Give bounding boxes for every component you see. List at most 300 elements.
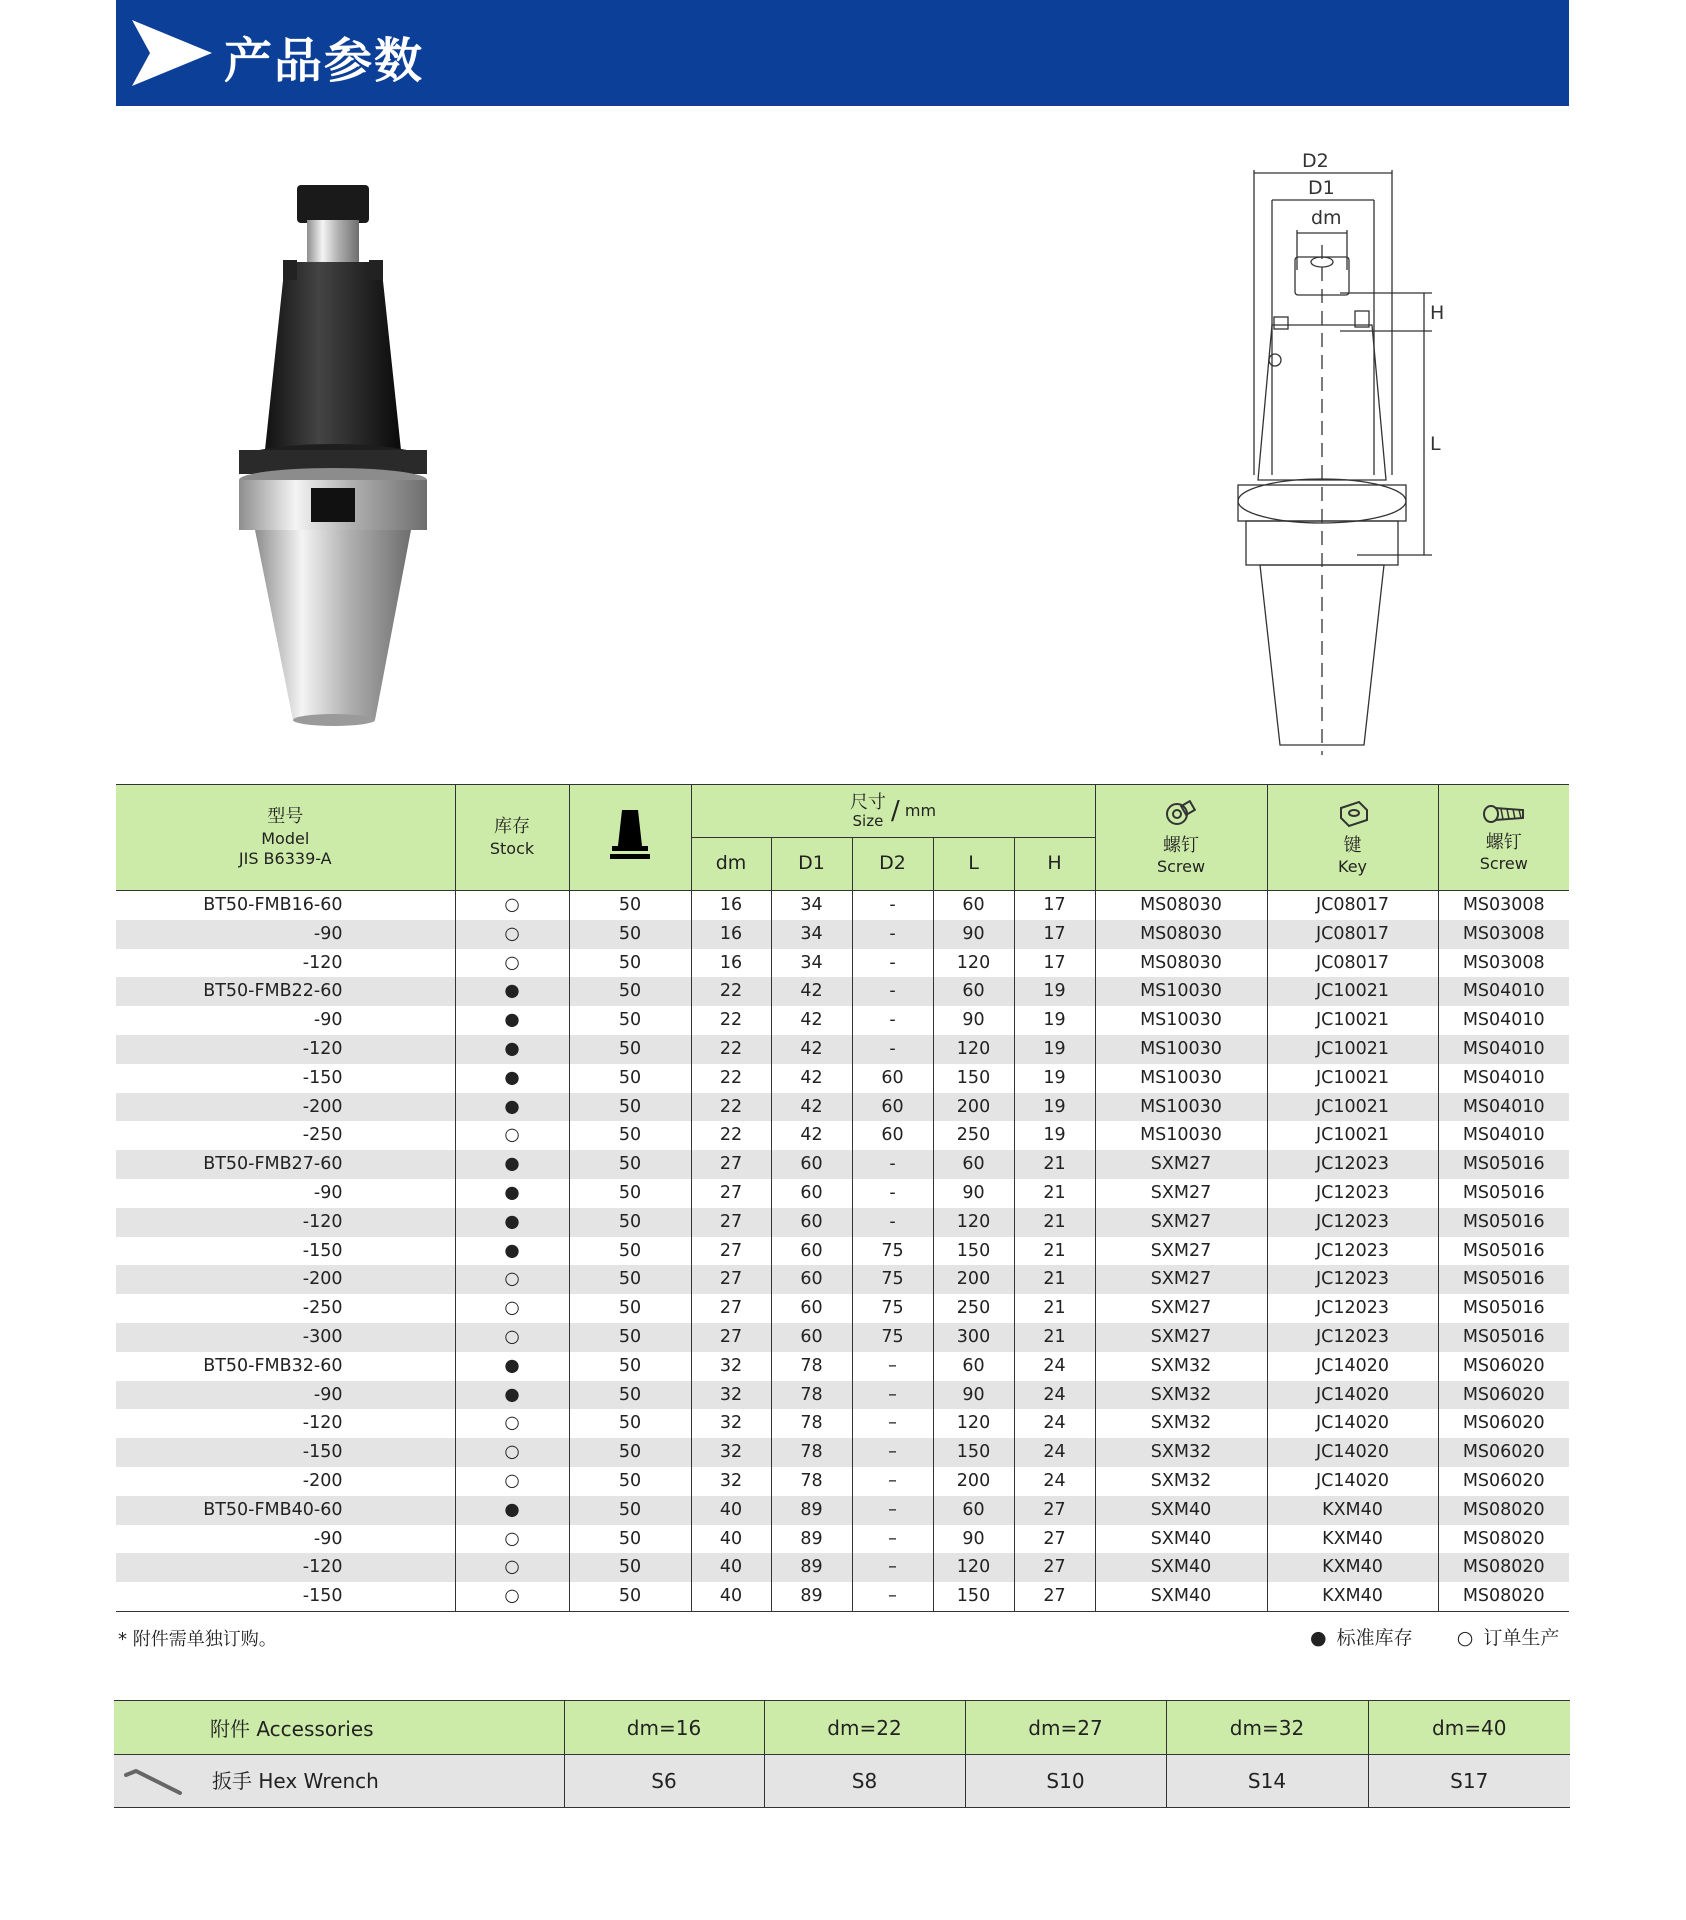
cell-l: 90 bbox=[933, 1179, 1014, 1208]
cell-l: 60 bbox=[933, 977, 1014, 1006]
cell-key: KXM40 bbox=[1267, 1496, 1438, 1525]
cell-screw: SXM32 bbox=[1095, 1381, 1267, 1410]
cell-d2: - bbox=[852, 1150, 933, 1179]
arrow-icon bbox=[132, 20, 212, 86]
cell-screw: SXM27 bbox=[1095, 1323, 1267, 1352]
cell-h: 27 bbox=[1014, 1582, 1095, 1611]
cell-model: BT50-FMB22-60 bbox=[116, 977, 455, 1006]
cell-screw: MS10030 bbox=[1095, 1093, 1267, 1122]
cell-l: 60 bbox=[933, 1150, 1014, 1179]
cell-h: 24 bbox=[1014, 1352, 1095, 1381]
cell-screw: SXM27 bbox=[1095, 1208, 1267, 1237]
cell-dm: 22 bbox=[691, 1064, 771, 1093]
cell-d1: 42 bbox=[771, 1035, 852, 1064]
cell-d2: 60 bbox=[852, 1121, 933, 1150]
cell-screw2: MS04010 bbox=[1438, 1121, 1569, 1150]
cell-model: BT50-FMB40-60 bbox=[116, 1496, 455, 1525]
cell-stock: ● bbox=[455, 1064, 569, 1093]
table-row bbox=[116, 1237, 1569, 1266]
cell-d1: 78 bbox=[771, 1409, 852, 1438]
cell-l: 150 bbox=[933, 1582, 1014, 1611]
cell-screw2: MS03008 bbox=[1438, 891, 1569, 920]
cell-screw: SXM32 bbox=[1095, 1409, 1267, 1438]
d1-col-header: D1 bbox=[771, 838, 852, 891]
cell-model: -90 bbox=[116, 920, 455, 949]
cell-screw: MS10030 bbox=[1095, 1006, 1267, 1035]
cell-d2: 75 bbox=[852, 1265, 933, 1294]
legend-filled-symbol: ● bbox=[1310, 1627, 1327, 1649]
cell-key: JC10021 bbox=[1267, 977, 1438, 1006]
cell-model: BT50-FMB16-60 bbox=[203, 895, 343, 915]
cell-stock: ○ bbox=[455, 1582, 569, 1611]
cell-taper: 50 bbox=[569, 1409, 691, 1438]
cell-screw2: MS05016 bbox=[1438, 1323, 1569, 1352]
cell-stock: ○ bbox=[455, 920, 569, 949]
cell-h: 19 bbox=[1014, 977, 1095, 1006]
cell-l: 200 bbox=[933, 1265, 1014, 1294]
cell-key: JC12023 bbox=[1267, 1237, 1438, 1266]
table-row bbox=[116, 1294, 1569, 1323]
cell-key: JC08017 bbox=[1267, 949, 1438, 978]
stock-legend bbox=[1310, 1623, 1559, 1650]
cell-screw: SXM40 bbox=[1095, 1582, 1267, 1611]
screw-header: 螺钉 Screw bbox=[1095, 785, 1267, 891]
cell-model: -250 bbox=[302, 1298, 343, 1319]
cell-key: JC08017 bbox=[1267, 920, 1438, 949]
cell-l: 250 bbox=[933, 1121, 1014, 1150]
cell-d2: - bbox=[852, 891, 933, 920]
l-col-header: L bbox=[933, 838, 1014, 891]
cell-taper: 50 bbox=[569, 1467, 691, 1496]
cell-dm: 32 bbox=[691, 1409, 771, 1438]
cell-d2: 60 bbox=[852, 1093, 933, 1122]
cell-dm: 27 bbox=[691, 1265, 771, 1294]
table-row bbox=[116, 920, 1569, 949]
cell-screw2: MS04010 bbox=[1438, 1093, 1569, 1122]
cell-model: -120 bbox=[116, 1553, 455, 1582]
cell-dm: 32 bbox=[691, 1352, 771, 1381]
acc-col-dm27: dm=27 bbox=[965, 1701, 1166, 1755]
key-header: 键 Key bbox=[1267, 785, 1438, 891]
cell-l: 90 bbox=[933, 920, 1014, 949]
cell-stock: ○ bbox=[455, 1409, 569, 1438]
cell-d2: 75 bbox=[852, 1323, 933, 1352]
cell-screw: SXM40 bbox=[1095, 1496, 1267, 1525]
cell-d2: – bbox=[852, 1381, 933, 1410]
cell-h: 21 bbox=[1014, 1179, 1095, 1208]
cell-h: 19 bbox=[1014, 1064, 1095, 1093]
cell-h: 21 bbox=[1014, 1237, 1095, 1266]
cell-taper: 50 bbox=[569, 920, 691, 949]
cell-h: 27 bbox=[1014, 1496, 1095, 1525]
wrench-size-dm22: S8 bbox=[764, 1755, 965, 1808]
cell-taper: 50 bbox=[569, 1265, 691, 1294]
table-row bbox=[116, 1093, 1569, 1122]
cell-dm: 27 bbox=[691, 1150, 771, 1179]
cell-d1: 78 bbox=[771, 1467, 852, 1496]
cell-screw2: MS04010 bbox=[1438, 1006, 1569, 1035]
table-row bbox=[116, 891, 1569, 920]
cell-taper: 50 bbox=[569, 1352, 691, 1381]
cell-d2: – bbox=[852, 1553, 933, 1582]
cell-l: 300 bbox=[933, 1323, 1014, 1352]
cell-taper: 50 bbox=[569, 1006, 691, 1035]
d2-col-header: D2 bbox=[852, 838, 933, 891]
cell-stock: ● bbox=[455, 1381, 569, 1410]
cell-dm: 22 bbox=[691, 1121, 771, 1150]
accessories-label: 附件 Accessories bbox=[114, 1701, 564, 1755]
cell-h: 17 bbox=[1014, 891, 1095, 920]
cell-stock: ○ bbox=[455, 1265, 569, 1294]
table-row bbox=[116, 977, 1569, 1006]
wrench-size-dm40: S17 bbox=[1368, 1755, 1570, 1808]
cell-model: -150 bbox=[302, 1586, 343, 1607]
table-row bbox=[116, 1265, 1569, 1294]
cell-screw: MS08030 bbox=[1095, 949, 1267, 978]
cell-dm: 22 bbox=[691, 1006, 771, 1035]
cell-key: JC10021 bbox=[1267, 1035, 1438, 1064]
product-photo bbox=[225, 180, 465, 740]
table-row bbox=[116, 1352, 1569, 1381]
cell-key: KXM40 bbox=[1267, 1553, 1438, 1582]
cell-l: 120 bbox=[933, 1035, 1014, 1064]
cell-d1: 60 bbox=[771, 1179, 852, 1208]
cell-l: 120 bbox=[933, 1553, 1014, 1582]
cell-dm: 22 bbox=[691, 1093, 771, 1122]
cell-d1: 60 bbox=[771, 1294, 852, 1323]
cell-h: 21 bbox=[1014, 1150, 1095, 1179]
cell-taper: 50 bbox=[569, 1582, 691, 1611]
cell-h: 19 bbox=[1014, 1093, 1095, 1122]
cell-l: 60 bbox=[933, 1496, 1014, 1525]
cell-key: JC10021 bbox=[1267, 1006, 1438, 1035]
cell-dm: 27 bbox=[691, 1323, 771, 1352]
cell-screw: SXM27 bbox=[1095, 1179, 1267, 1208]
cell-h: 19 bbox=[1014, 1035, 1095, 1064]
cell-d2: – bbox=[852, 1438, 933, 1467]
cell-l: 120 bbox=[933, 949, 1014, 978]
stock-header: 库存 Stock bbox=[455, 785, 569, 891]
cell-stock: ● bbox=[455, 1179, 569, 1208]
acc-col-dm32: dm=32 bbox=[1166, 1701, 1368, 1755]
cell-screw2: MS06020 bbox=[1438, 1352, 1569, 1381]
cell-taper: 50 bbox=[569, 1064, 691, 1093]
cell-stock: ● bbox=[455, 1237, 569, 1266]
d1-label: D1 bbox=[1308, 177, 1335, 199]
cell-d1: 89 bbox=[771, 1525, 852, 1554]
cell-model: -90 bbox=[313, 1010, 343, 1031]
cell-taper: 50 bbox=[569, 1237, 691, 1266]
cell-screw2: MS08020 bbox=[1438, 1553, 1569, 1582]
technical-drawing bbox=[1220, 145, 1460, 755]
cell-screw2: MS08020 bbox=[1438, 1582, 1569, 1611]
cell-d2: 60 bbox=[852, 1064, 933, 1093]
cell-stock: ● bbox=[455, 1496, 569, 1525]
legend-open-symbol: ○ bbox=[1456, 1627, 1474, 1649]
screw-icon bbox=[1163, 798, 1199, 830]
cell-h: 21 bbox=[1014, 1208, 1095, 1237]
cell-dm: 40 bbox=[691, 1496, 771, 1525]
cell-h: 21 bbox=[1014, 1323, 1095, 1352]
cell-d2: – bbox=[852, 1525, 933, 1554]
cell-l: 150 bbox=[933, 1438, 1014, 1467]
cell-screw: MS10030 bbox=[1095, 977, 1267, 1006]
cell-key: JC14020 bbox=[1267, 1438, 1438, 1467]
cell-d2: - bbox=[852, 949, 933, 978]
cell-d1: 78 bbox=[771, 1352, 852, 1381]
cell-taper: 50 bbox=[569, 1093, 691, 1122]
cell-l: 120 bbox=[933, 1208, 1014, 1237]
cell-taper: 50 bbox=[569, 1381, 691, 1410]
cell-stock: ○ bbox=[455, 1323, 569, 1352]
d2-label: D2 bbox=[1302, 150, 1329, 172]
cell-model: -120 bbox=[116, 1208, 455, 1237]
table-row bbox=[116, 1525, 1569, 1554]
cell-screw: SXM27 bbox=[1095, 1294, 1267, 1323]
cell-model: -120 bbox=[116, 1035, 455, 1064]
cell-h: 21 bbox=[1014, 1294, 1095, 1323]
acc-col-dm40: dm=40 bbox=[1368, 1701, 1570, 1755]
wrench-size-dm32: S14 bbox=[1166, 1755, 1368, 1808]
table-row bbox=[116, 1496, 1569, 1525]
model-header: 型号 Model JIS B6339-A bbox=[116, 785, 455, 891]
cell-screw2: MS06020 bbox=[1438, 1381, 1569, 1410]
cell-d2: - bbox=[852, 1006, 933, 1035]
table-row bbox=[116, 1006, 1569, 1035]
cell-screw: MS08030 bbox=[1095, 920, 1267, 949]
taper-icon bbox=[608, 808, 652, 862]
cell-model: -250 bbox=[302, 1125, 343, 1146]
cell-model: -300 bbox=[116, 1323, 455, 1352]
cell-d1: 78 bbox=[771, 1381, 852, 1410]
cell-l: 120 bbox=[933, 1409, 1014, 1438]
table-row bbox=[116, 1208, 1569, 1237]
cell-taper: 50 bbox=[569, 1294, 691, 1323]
cell-stock: ○ bbox=[455, 1525, 569, 1554]
cell-d1: 60 bbox=[771, 1323, 852, 1352]
cell-key: JC12023 bbox=[1267, 1150, 1438, 1179]
cell-model: BT50-FMB27-60 bbox=[116, 1150, 455, 1179]
cell-key: JC12023 bbox=[1267, 1323, 1438, 1352]
cell-taper: 50 bbox=[569, 1179, 691, 1208]
cell-l: 200 bbox=[933, 1467, 1014, 1496]
cell-l: 60 bbox=[933, 1352, 1014, 1381]
cell-stock: ○ bbox=[455, 949, 569, 978]
cell-model: -90 bbox=[313, 1528, 343, 1549]
cell-screw: SXM40 bbox=[1095, 1553, 1267, 1582]
cell-screw: MS10030 bbox=[1095, 1064, 1267, 1093]
cell-screw: SXM27 bbox=[1095, 1150, 1267, 1179]
cell-stock: ○ bbox=[455, 1467, 569, 1496]
cell-dm: 40 bbox=[691, 1525, 771, 1554]
table-row bbox=[116, 1150, 1569, 1179]
cell-stock: ● bbox=[455, 1035, 569, 1064]
cell-l: 90 bbox=[933, 1525, 1014, 1554]
l-label: L bbox=[1430, 433, 1441, 455]
cell-stock: ○ bbox=[455, 891, 569, 920]
cell-screw2: MS05016 bbox=[1438, 1265, 1569, 1294]
cell-model: -120 bbox=[302, 1413, 343, 1434]
cell-dm: 22 bbox=[691, 1035, 771, 1064]
cell-screw2: MS05016 bbox=[1438, 1150, 1569, 1179]
cell-h: 19 bbox=[1014, 1121, 1095, 1150]
cell-d2: - bbox=[852, 1208, 933, 1237]
cell-screw2: MS08020 bbox=[1438, 1525, 1569, 1554]
cell-d1: 78 bbox=[771, 1438, 852, 1467]
cell-dm: 16 bbox=[691, 920, 771, 949]
cell-screw: SXM27 bbox=[1095, 1265, 1267, 1294]
key-icon bbox=[1335, 798, 1371, 830]
cell-key: JC12023 bbox=[1267, 1208, 1438, 1237]
table-row bbox=[116, 1121, 1569, 1150]
legend-filled-label: 标准库存 bbox=[1336, 1627, 1413, 1649]
cell-d1: 60 bbox=[771, 1150, 852, 1179]
cell-key: KXM40 bbox=[1267, 1525, 1438, 1554]
cell-dm: 27 bbox=[691, 1208, 771, 1237]
cell-screw2: MS04010 bbox=[1438, 977, 1569, 1006]
cell-dm: 32 bbox=[691, 1381, 771, 1410]
table-row bbox=[116, 1179, 1569, 1208]
cell-dm: 40 bbox=[691, 1553, 771, 1582]
cell-h: 17 bbox=[1014, 920, 1095, 949]
hex-wrench-icon bbox=[124, 1767, 184, 1797]
acc-col-dm22: dm=22 bbox=[764, 1701, 965, 1755]
cell-dm: 32 bbox=[691, 1438, 771, 1467]
cell-taper: 50 bbox=[569, 1438, 691, 1467]
cell-d1: 34 bbox=[771, 949, 852, 978]
cell-h: 21 bbox=[1014, 1265, 1095, 1294]
cell-taper: 50 bbox=[569, 1323, 691, 1352]
acc-col-dm16: dm=16 bbox=[564, 1701, 764, 1755]
cell-d2: – bbox=[852, 1352, 933, 1381]
cell-stock: ● bbox=[455, 1150, 569, 1179]
cell-d2: - bbox=[852, 920, 933, 949]
cell-l: 60 bbox=[933, 891, 1014, 920]
table-row bbox=[116, 1467, 1569, 1496]
cell-stock: ○ bbox=[455, 1121, 569, 1150]
cell-key: JC14020 bbox=[1267, 1352, 1438, 1381]
cell-d2: - bbox=[852, 1179, 933, 1208]
legend-open-label: 订单生产 bbox=[1483, 1627, 1560, 1649]
cell-l: 90 bbox=[933, 1006, 1014, 1035]
h-label: H bbox=[1430, 302, 1445, 324]
cell-d2: - bbox=[852, 1035, 933, 1064]
cell-d1: 34 bbox=[771, 891, 852, 920]
order-note: * 附件需单独订购。 bbox=[118, 1629, 277, 1650]
cell-d1: 42 bbox=[771, 1093, 852, 1122]
cell-dm: 40 bbox=[691, 1582, 771, 1611]
cell-h: 19 bbox=[1014, 1006, 1095, 1035]
cell-d1: 89 bbox=[771, 1582, 852, 1611]
cell-screw: MS10030 bbox=[1095, 1121, 1267, 1150]
cell-screw2: MS05016 bbox=[1438, 1294, 1569, 1323]
cell-h: 27 bbox=[1014, 1553, 1095, 1582]
cell-key: KXM40 bbox=[1267, 1582, 1438, 1611]
cell-screw2: MS04010 bbox=[1438, 1035, 1569, 1064]
cell-d1: 42 bbox=[771, 1121, 852, 1150]
cell-model: -200 bbox=[116, 1265, 455, 1294]
wrench-size-dm27: S10 bbox=[965, 1755, 1166, 1808]
cell-screw2: MS08020 bbox=[1438, 1496, 1569, 1525]
table-row bbox=[116, 1438, 1569, 1467]
cell-key: JC12023 bbox=[1267, 1265, 1438, 1294]
cell-screw: MS08030 bbox=[1095, 891, 1267, 920]
cell-h: 17 bbox=[1014, 949, 1095, 978]
cell-screw: SXM32 bbox=[1095, 1438, 1267, 1467]
cell-taper: 50 bbox=[569, 1035, 691, 1064]
cell-dm: 22 bbox=[691, 977, 771, 1006]
cell-stock: ● bbox=[455, 1208, 569, 1237]
cell-screw2: MS03008 bbox=[1438, 949, 1569, 978]
cell-key: JC14020 bbox=[1267, 1467, 1438, 1496]
dm-label: dm bbox=[1311, 207, 1342, 229]
cell-screw: SXM32 bbox=[1095, 1352, 1267, 1381]
cell-h: 24 bbox=[1014, 1467, 1095, 1496]
cell-model: BT50-FMB32-60 bbox=[203, 1355, 343, 1376]
cell-key: JC12023 bbox=[1267, 1179, 1438, 1208]
cell-d2: – bbox=[852, 1582, 933, 1611]
screw2-header: 螺钉 Screw bbox=[1438, 785, 1569, 891]
cell-screw2: MS06020 bbox=[1438, 1438, 1569, 1467]
table-row bbox=[116, 1381, 1569, 1410]
cell-screw2: MS04010 bbox=[1438, 1064, 1569, 1093]
cell-h: 24 bbox=[1014, 1438, 1095, 1467]
cell-taper: 50 bbox=[569, 1553, 691, 1582]
cell-stock: ● bbox=[455, 1093, 569, 1122]
cell-model: -90 bbox=[313, 1182, 343, 1203]
cell-screw2: MS05016 bbox=[1438, 1237, 1569, 1266]
cell-dm: 16 bbox=[691, 949, 771, 978]
cell-d1: 60 bbox=[771, 1208, 852, 1237]
cell-d2: – bbox=[852, 1467, 933, 1496]
table-row bbox=[116, 1064, 1569, 1093]
cell-d1: 60 bbox=[771, 1265, 852, 1294]
table-row bbox=[116, 1553, 1569, 1582]
cell-model: -200 bbox=[116, 1093, 455, 1122]
cell-stock: ● bbox=[455, 977, 569, 1006]
cell-taper: 50 bbox=[569, 1121, 691, 1150]
set-screw-icon bbox=[1481, 801, 1527, 827]
cell-key: JC12023 bbox=[1267, 1294, 1438, 1323]
cell-l: 150 bbox=[933, 1237, 1014, 1266]
cell-taper: 50 bbox=[569, 977, 691, 1006]
cell-d2: – bbox=[852, 1409, 933, 1438]
cell-screw: MS10030 bbox=[1095, 1035, 1267, 1064]
cell-l: 200 bbox=[933, 1093, 1014, 1122]
cell-model: -150 bbox=[302, 1067, 343, 1088]
cell-screw2: MS03008 bbox=[1438, 920, 1569, 949]
cell-taper: 50 bbox=[569, 949, 691, 978]
cell-screw: SXM40 bbox=[1095, 1525, 1267, 1554]
cell-d2: 75 bbox=[852, 1294, 933, 1323]
dm-col-header: dm bbox=[691, 838, 771, 891]
cell-stock: ● bbox=[455, 1352, 569, 1381]
cell-model: -150 bbox=[302, 1240, 343, 1261]
hex-wrench-label: 扳手 Hex Wrench bbox=[114, 1755, 564, 1808]
cell-d1: 60 bbox=[771, 1237, 852, 1266]
page-title: 产品参数 bbox=[224, 33, 425, 89]
size-header: 尺寸 Size / mm bbox=[691, 785, 1095, 838]
cell-key: JC10021 bbox=[1267, 1121, 1438, 1150]
cell-d2: 75 bbox=[852, 1237, 933, 1266]
cell-d1: 42 bbox=[771, 1064, 852, 1093]
cell-h: 24 bbox=[1014, 1381, 1095, 1410]
cell-taper: 50 bbox=[569, 1208, 691, 1237]
cell-taper: 50 bbox=[569, 1150, 691, 1179]
cell-screw2: MS05016 bbox=[1438, 1208, 1569, 1237]
cell-stock: ● bbox=[455, 1006, 569, 1035]
cell-taper: 50 bbox=[569, 1496, 691, 1525]
